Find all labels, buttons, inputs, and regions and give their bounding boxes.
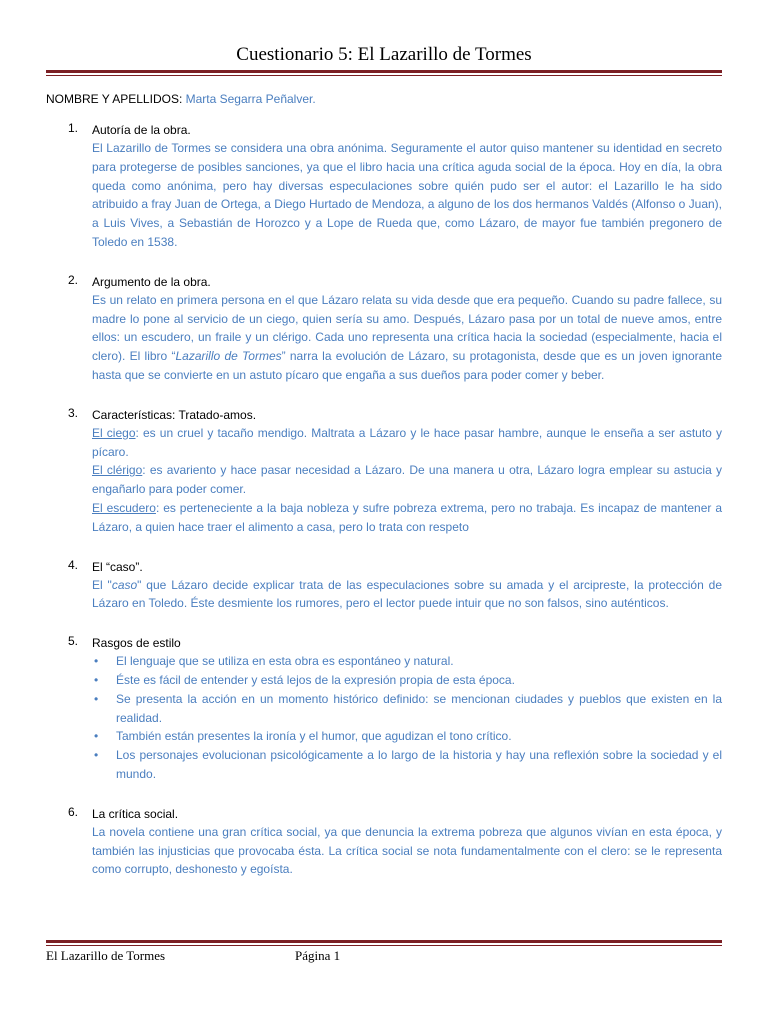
questionnaire-sections (46, 121, 722, 900)
body-text: Es un relato en primera persona en el que Lázaro relata su vida desde que era pequeño. Cuando su padre fallece, su madre lo pone al servicio de un ciego, quien sería su amo. Después, Lázaro pasa por un total de nueve amos, entre ellos: un escudero, un fraile y un clérigo. Cada uno representa una crítica hacia la sociedad (especialmente, hacia el clero). El libro “ (92, 292, 722, 364)
section-heading: Rasgos de estilo (92, 636, 181, 651)
bullet-text: También están presentes la ironía y el humor, que agudizan el tono crítico. (116, 729, 512, 744)
list-item (92, 746, 722, 784)
section-body (92, 291, 722, 385)
character-entry (92, 424, 722, 462)
footer-title: El Lazarillo de Tormes (46, 948, 166, 963)
header-rule (46, 70, 722, 76)
name-value: Marta Segarra Peñalver. (185, 92, 316, 106)
section-body: La novela contiene una gran crítica social, ya que denuncia la extrema pobreza que algunos vivían en esta época, y también las injusticias que provocaba ésta. La crítica social se nota fundamentalmente con el clero: se le representa como corrupto, deshonesto y egoísta. (92, 824, 722, 877)
bullet-text: Los personajes evolucionan psicológicamente a lo largo de la historia y hay una reflexión sobre la sociedad y el mundo. (116, 748, 722, 781)
bullet-text: El lenguaje que se utiliza en esta obra es espontáneo y natural. (116, 654, 454, 669)
section-3 (46, 406, 722, 537)
section-heading: La crítica social. (92, 806, 179, 821)
bullet-icon: • (94, 672, 99, 687)
section-number: 5. (68, 634, 79, 649)
list-item (92, 671, 722, 690)
character-description: : es perteneciente a la baja nobleza y sufre pobreza extrema, pero no trabaja. Es incapaz de mantener a Lázaro, a quien hace traer el alimento a casa, pero lo trata con respeto (92, 500, 722, 534)
section-2 (46, 273, 722, 385)
section-heading: Argumento de la obra. (92, 274, 211, 289)
bullet-icon: • (94, 748, 99, 763)
character-term: El ciego (92, 425, 136, 440)
bullet-text: Se presenta la acción en un momento histórico definido: se mencionan ciudades y pueblos que existen en la realidad. (116, 691, 722, 725)
character-term: El clérigo (92, 463, 143, 478)
list-item (92, 652, 722, 671)
section-number: 6. (68, 804, 79, 819)
page-number: Página 1 (295, 948, 341, 963)
caso-word: caso (111, 577, 138, 592)
section-number: 4. (68, 557, 79, 572)
body-text: El " (92, 577, 112, 592)
list-item (92, 690, 722, 728)
section-body (92, 576, 722, 614)
bullet-icon: • (94, 729, 99, 744)
bullet-text: Éste es fácil de entender y está lejos de la expresión propia de esta época. (116, 672, 515, 687)
body-text: " que Lázaro decide explicar trata de las especulaciones sobre su amada y el arcipreste, la protección de Lázaro en Toledo. Éste desmiente los rumores, pero el lector puede intuir que no son falsos, sino auténticos. (92, 577, 722, 611)
name-line (46, 92, 316, 106)
character-description: : es un cruel y tacaño mendigo. Maltrata a Lázaro y le hace pasar hambre, aunque le enseña a ser astuto y pícaro. (92, 425, 722, 459)
style-bullet-list (92, 652, 722, 784)
document-title: Cuestionario 5: El Lazarillo de Tormes (236, 44, 532, 65)
section-6 (46, 805, 722, 879)
section-heading: El “caso”. (92, 559, 143, 574)
section-5 (46, 634, 722, 784)
body-text: ” narra la evolución de Lázaro, su protagonista, desde que es un joven ignorante hasta que se convierte en un astuto pícaro que engaña a sus dueños para poder comer y beber. (92, 349, 722, 382)
section-heading: Características: Tratado-amos. (92, 407, 257, 422)
character-entry (92, 461, 722, 499)
section-number: 3. (68, 405, 79, 420)
section-number: 2. (68, 272, 79, 287)
footer-rule (46, 940, 722, 946)
section-body (92, 424, 722, 537)
section-heading: Autoría de la obra. (92, 123, 191, 137)
bullet-icon: • (94, 691, 99, 706)
list-item (92, 727, 722, 746)
section-4 (46, 558, 722, 614)
section-number: 1. (68, 121, 79, 135)
character-description: : es avariento y hace pasar necesidad a Lázaro. De una manera u otra, Lázaro logra emplear su astucia y engañarlo para poder comer. (92, 463, 723, 497)
character-entry (92, 499, 722, 537)
book-title: Lazarillo de Tormes (175, 349, 282, 364)
character-term: El escudero (92, 500, 156, 515)
name-label: NOMBRE Y APELLIDOS: (46, 92, 183, 106)
bullet-icon: • (94, 654, 99, 669)
section-body: El Lazarillo de Tormes se considera una obra anónima. Seguramente el autor quiso mantener su identidad en secreto para protegerse de posibles sanciones, ya que el libro hacia una crítica aguda social de la época. Hoy en día, la obra queda como anónima, pero hay diversas especulaciones sobre quién pudo ser el autor: el Lazarillo le ha sido atribuido a fray Juan de Ortega, a Diego Hurtado de Mendoza, a alguno de los dos hermanos Valdés (Alfonso o Juan), a Luis Vives, a Sebastián de Horozco y a Lope de Rueda que, como Lázaro, de mayor fue también pregonero de Toledo en 1538. (92, 141, 722, 249)
section-1 (46, 121, 722, 252)
